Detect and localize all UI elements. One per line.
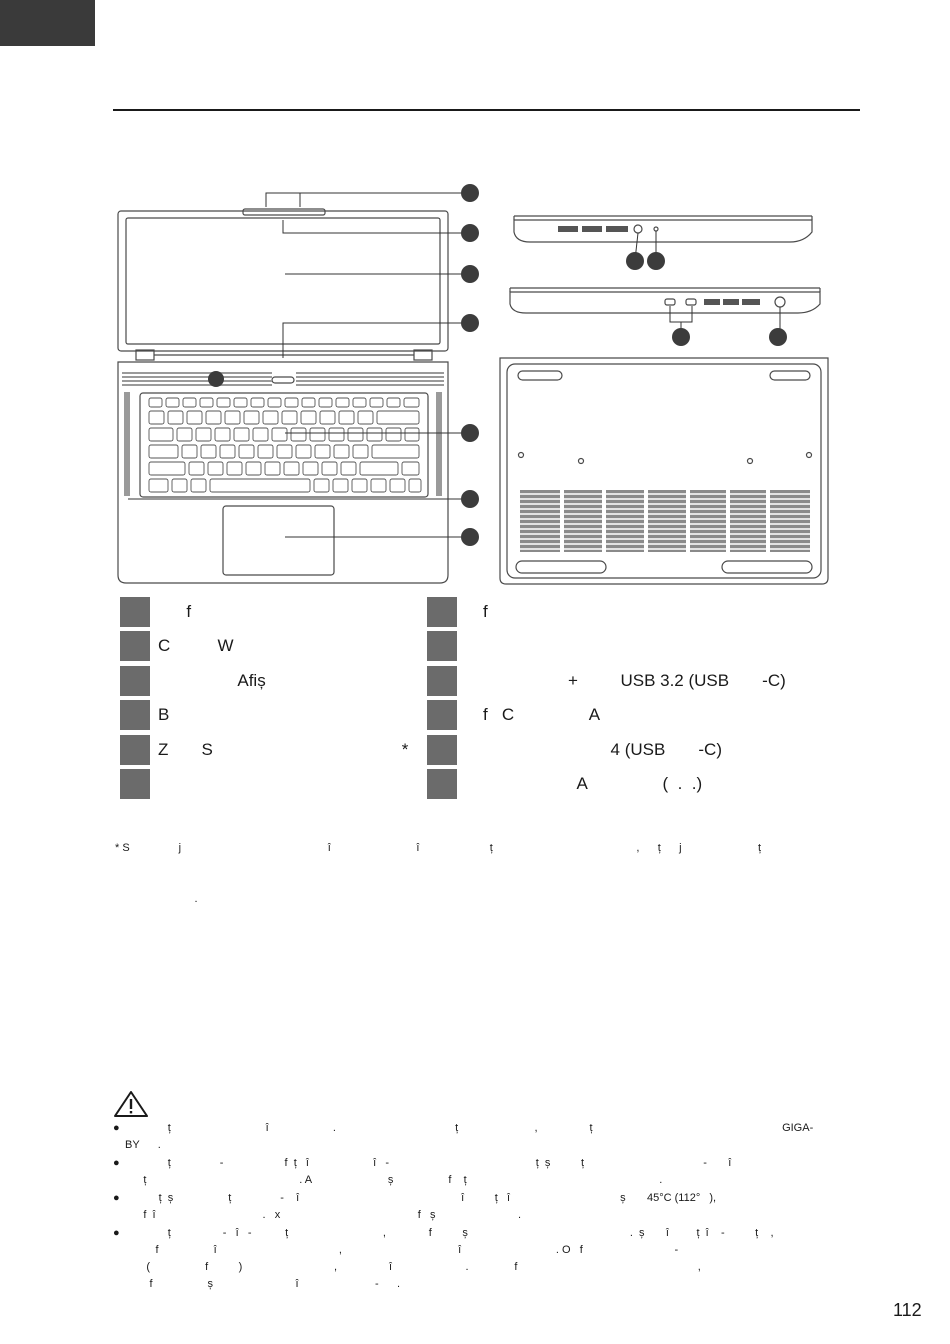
- legend-item: [120, 700, 170, 730]
- legend-number-box: [120, 597, 150, 627]
- legend-item: [427, 700, 601, 730]
- legend-number-box: [120, 666, 150, 696]
- legend-label: 4 (USB -C): [483, 740, 722, 759]
- callout-marker: [769, 328, 787, 346]
- legend-label: Z S *: [158, 740, 409, 759]
- legend-item: [427, 735, 722, 765]
- warning-list: [113, 1120, 863, 1294]
- power-button: [272, 377, 294, 383]
- legend-item: [120, 769, 129, 799]
- legend-number-box: [427, 735, 457, 765]
- legend-label: f: [158, 602, 192, 621]
- callout-marker: [461, 490, 479, 508]
- legend-number-box: [427, 597, 457, 627]
- legend-number-box: [427, 666, 457, 696]
- footnote-line: * S j î î ț , ț j ț: [115, 842, 762, 854]
- legend-number-box: [427, 631, 457, 661]
- legend-number-box: [427, 700, 457, 730]
- legend-number-box: [120, 631, 150, 661]
- footnote-line: .: [115, 893, 198, 905]
- callout-marker: [461, 265, 479, 283]
- callout-marker: [647, 252, 665, 270]
- warning-item: ● ț - î - ț , f ș . ș î ț î - ț , f î , î . O f - ( f ) , î . f , f ș î - .: [113, 1227, 774, 1290]
- page-number: 112: [893, 1300, 922, 1320]
- callout-marker: [461, 224, 479, 242]
- legend-item: [120, 631, 234, 661]
- warning-item: ● ț - f ț î î - ț ș ț - î ț . A ș f ț .: [113, 1157, 732, 1186]
- legend-item: [427, 631, 436, 661]
- laptop-base: [118, 362, 448, 583]
- webcam-bar: [243, 209, 325, 215]
- legend-label: A ( . .): [483, 774, 703, 793]
- callout-marker: [461, 184, 479, 202]
- legend-number-box: [120, 700, 150, 730]
- footnote: [115, 806, 845, 925]
- legend-item: [120, 735, 409, 765]
- legend-item: [120, 597, 192, 627]
- legend-label: f: [483, 602, 488, 621]
- laptop-diagram: [0, 0, 950, 600]
- legend-item: [427, 597, 488, 627]
- callout-marker: [672, 328, 690, 346]
- warning-icon: [113, 1090, 149, 1118]
- legend-item: [427, 666, 786, 696]
- touchpad: [223, 506, 334, 575]
- callout-marker: [208, 371, 224, 387]
- callout-marker: [461, 528, 479, 546]
- legend-item: [427, 769, 703, 799]
- callout-marker: [626, 252, 644, 270]
- legend-label: C W: [158, 636, 234, 655]
- warning-item: ● ț î . ț , ț GIGA- BY .: [113, 1122, 814, 1151]
- legend-number-box: [120, 735, 150, 765]
- warning-item: ● ț ș ț - î î ț î ș 45°C (112° ), f î . x f ș .: [113, 1192, 717, 1221]
- callout-marker: [461, 314, 479, 332]
- legend-label: f C A: [483, 705, 601, 724]
- legend-label: Afiș: [158, 671, 266, 690]
- legend-item: [120, 666, 266, 696]
- legend-number-box: [427, 769, 457, 799]
- legend-label: + USB 3.2 (USB -C): [483, 671, 786, 690]
- callout-marker: [461, 424, 479, 442]
- legend-label: B: [158, 705, 170, 724]
- legend-number-box: [120, 769, 150, 799]
